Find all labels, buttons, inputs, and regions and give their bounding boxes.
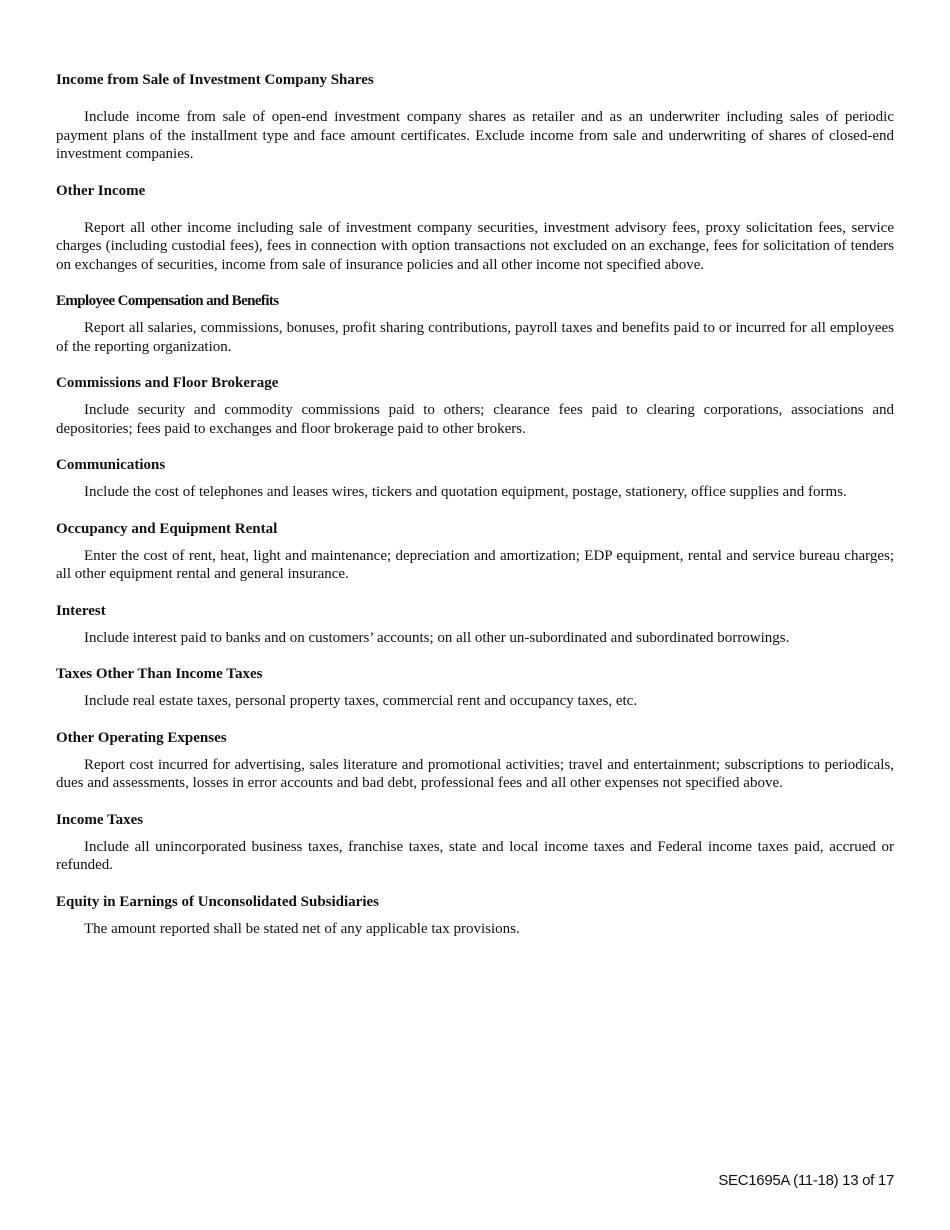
section-heading: Taxes Other Than Income Taxes xyxy=(56,666,263,682)
section-body: Include interest paid to banks and on customers’ accounts; on all other un-subordinated and subordinated borrowings. xyxy=(84,629,790,646)
section-communications xyxy=(56,456,894,502)
section-body: Enter the cost of rent, heat, light and maintenance; depreciation and amortization; EDP equipment, rental and service bureau charges; all other equipment rental and general insurance. xyxy=(56,547,894,582)
section-equity-in-earnings-of-unconsolidated-subsidiaries xyxy=(56,893,894,939)
section-body: Report all salaries, commissions, bonuses, profit sharing contributions, payroll taxes and benefits paid to or incurred for all employees of the reporting organization. xyxy=(56,320,894,355)
section-body: Include income from sale of open-end investment company shares as retailer and as an underwriter including sales of periodic payment plans of the installment type and face amount certificates. Exclude income from sale and underwriting of shares of closed-end investment companies. xyxy=(56,109,894,162)
section-heading: Interest xyxy=(56,602,106,619)
section-occupancy-and-equipment-rental xyxy=(56,520,894,584)
section-heading: Commissions and Floor Brokerage xyxy=(56,375,279,391)
section-heading: Other Operating Expenses xyxy=(56,729,227,746)
section-body: The amount reported shall be stated net of any applicable tax provisions. xyxy=(84,920,520,937)
section-heading: Income from Sale of Investment Company Shares xyxy=(56,72,374,88)
section-other-income xyxy=(56,182,894,275)
section-employee-compensation-and-benefits xyxy=(56,292,894,356)
section-body: Include real estate taxes, personal property taxes, commercial rent and occupancy taxes, etc. xyxy=(84,693,638,709)
section-body: Include security and commodity commissions paid to others; clearance fees paid to clearing corporations, associations and depositories; fees paid to exchanges and floor brokerage paid to other brokers. xyxy=(56,402,894,437)
instructions-page xyxy=(56,71,894,938)
section-commissions-and-floor-brokerage xyxy=(56,374,894,438)
section-other-operating-expenses xyxy=(56,729,894,793)
section-heading: Equity in Earnings of Unconsolidated Subsidiaries xyxy=(56,893,380,910)
section-income-taxes xyxy=(56,811,894,875)
section-taxes-other-than-income-taxes xyxy=(56,665,894,711)
form-footer-page-number: SEC1695A (11-18) 13 of 17 xyxy=(718,1172,894,1189)
section-income-from-sale-of-investment-company-shares xyxy=(56,71,894,164)
section-interest xyxy=(56,602,894,648)
section-body: Include all unincorporated business taxes, franchise taxes, state and local income taxes and Federal income taxes paid, accrued or refunded. xyxy=(56,838,894,873)
section-body: Report all other income including sale of investment company securities, investment advisory fees, proxy solicitation fees, service charges (including custodial fees), fees in connection with option transactions not excluded on an exchange, fees for solicitation of tenders on exchanges of securities, income from sale of insurance policies and all other income not specified above. xyxy=(56,219,894,273)
section-heading: Communications xyxy=(56,457,166,473)
section-body: Include the cost of telephones and leases wires, tickers and quotation equipment, postage, stationery, office supplies and forms. xyxy=(84,484,847,500)
section-heading: Income Taxes xyxy=(56,811,144,828)
section-body: Report cost incurred for advertising, sales literature and promotional activities; travel and entertainment; subscriptions to periodicals, dues and assessments, losses in error accounts and bad debt, professional fees and all other expenses not specified above. xyxy=(56,756,894,791)
section-heading: Other Income xyxy=(56,182,146,199)
section-heading: Occupancy and Equipment Rental xyxy=(56,520,278,537)
section-heading: Employee Compensation and Benefits xyxy=(56,293,279,309)
